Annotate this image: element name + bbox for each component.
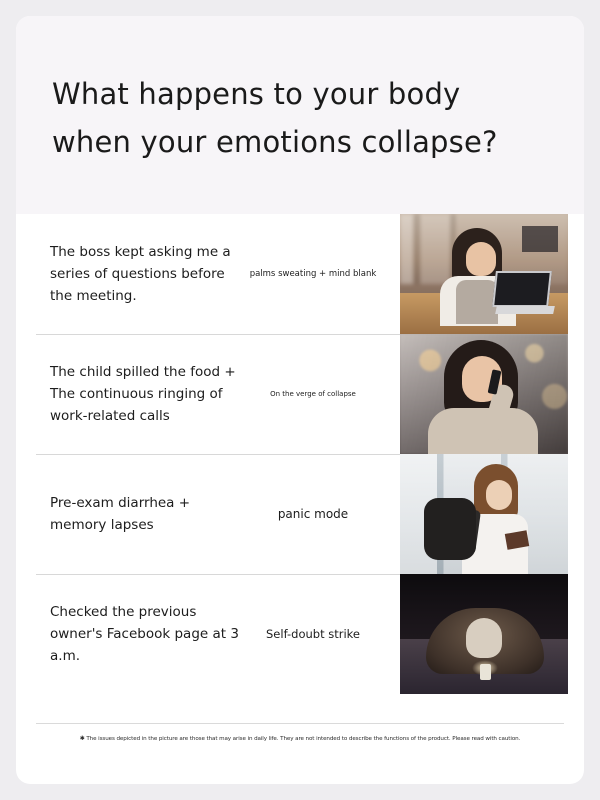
- scenario-tag: Self-doubt strike: [266, 627, 360, 641]
- scenario-image: [400, 454, 568, 574]
- person-under-blanket-phone-photo: [400, 574, 568, 694]
- scenario-image: [400, 574, 568, 694]
- scenario-text: Checked the previous owner's Facebook page at 3 a.m.: [50, 604, 239, 664]
- asterisk-icon: ✱: [79, 735, 85, 742]
- list-item: [16, 214, 584, 334]
- scenario-tag: On the verge of collapse: [270, 390, 356, 398]
- list-item: [16, 454, 584, 574]
- scenario-list: [16, 214, 584, 694]
- title-line-2: when your emotions collapse?: [52, 125, 498, 159]
- disclaimer: [36, 723, 564, 744]
- scenario-tag: panic mode: [277, 507, 349, 521]
- scenario-tag: palms sweating + mind blank: [249, 269, 377, 279]
- scenario-text: The boss kept asking me a series of questions before the meeting.: [50, 244, 231, 304]
- scenario-text: The child spilled the food + The continuous ringing of work-related calls: [50, 364, 236, 424]
- woman-on-phone-stressed-photo: [400, 334, 568, 454]
- poster-header: [16, 16, 584, 214]
- title-line-1: What happens to your body: [52, 77, 461, 111]
- scenario-image: [400, 334, 568, 454]
- list-item: [16, 574, 584, 694]
- scenario-text: Pre-exam diarrhea + memory lapses: [50, 495, 191, 533]
- poster-card: [16, 16, 584, 784]
- disclaimer-text: The issues depicted in the picture are those that may arise in daily life. They are not intended to describe the functions of the product. Please read with caution.: [86, 736, 521, 742]
- student-with-backpack-photo: [400, 454, 568, 574]
- woman-at-laptop-cafe-photo: [400, 214, 568, 334]
- page-title: [52, 70, 552, 166]
- list-item: [16, 334, 584, 454]
- scenario-image: [400, 214, 568, 334]
